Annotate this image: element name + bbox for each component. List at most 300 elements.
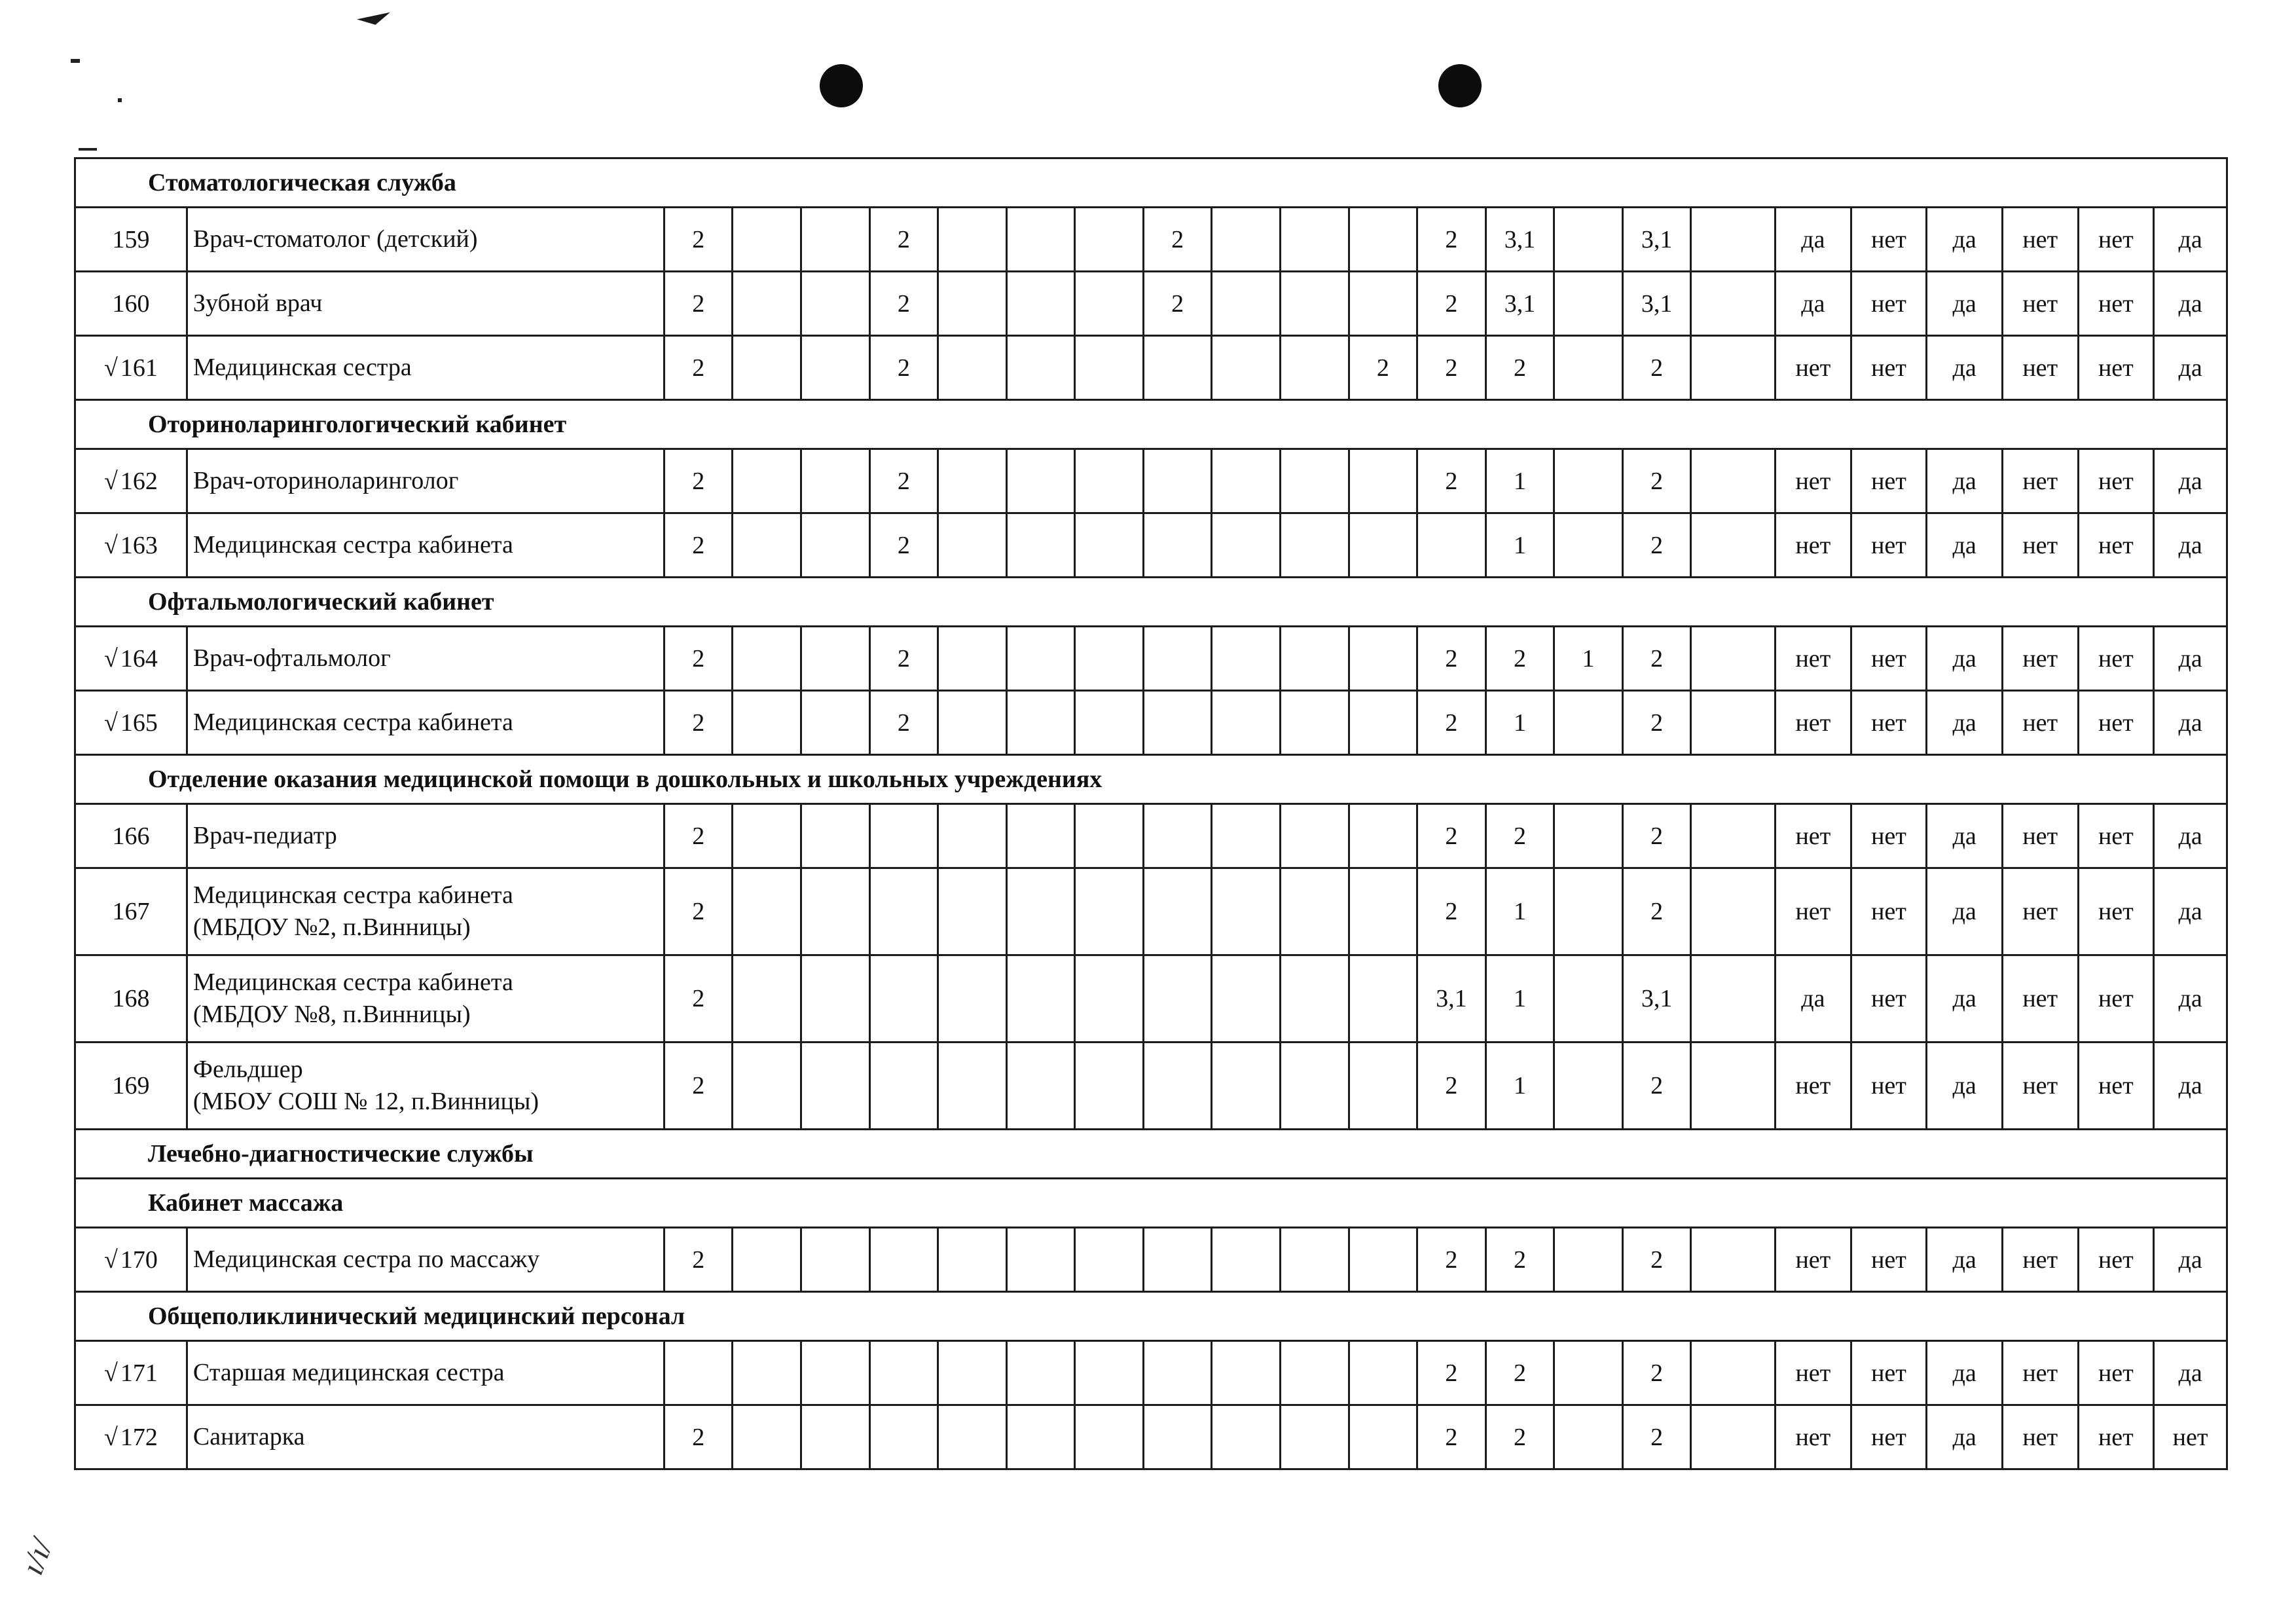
flag-cell: нет	[1776, 1043, 1851, 1130]
position-name	[187, 691, 664, 755]
row-number: 169	[112, 1072, 150, 1099]
factor-class-cell	[1006, 868, 1075, 955]
flag-cell: да	[2154, 1228, 2227, 1292]
factor-class-cell	[1691, 1341, 1776, 1405]
factor-class-cell	[733, 208, 801, 272]
factor-class-cell	[1212, 804, 1281, 868]
flag-cell: да	[1927, 955, 2003, 1043]
flag-cell: нет	[1776, 449, 1851, 513]
factor-class-cell	[733, 272, 801, 336]
factor-class-cell: 2	[1622, 1405, 1691, 1469]
flag-cell: да	[2154, 513, 2227, 578]
factor-class-cell	[1212, 1043, 1281, 1130]
row-number: 160	[112, 289, 150, 318]
factor-class-cell	[1554, 1341, 1623, 1405]
factor-class-cell	[801, 449, 870, 513]
factor-class-cell: 2	[1622, 1228, 1691, 1292]
flag-cell: нет	[2002, 449, 2078, 513]
factor-class-cell	[938, 272, 1007, 336]
row-number-cell	[75, 1228, 187, 1292]
factor-class-cell	[869, 1341, 938, 1405]
row-number: 159	[112, 225, 150, 253]
flag-cell: да	[2154, 868, 2227, 955]
section-header-row	[75, 158, 2227, 208]
factor-class-cell	[1349, 1043, 1417, 1130]
factor-class-cell	[1349, 513, 1417, 578]
checkmark-handwritten: √	[104, 531, 118, 559]
factor-class-cell	[1691, 627, 1776, 691]
factor-class-cell	[733, 1228, 801, 1292]
factor-class-cell	[1143, 691, 1212, 755]
row-number: 162	[120, 467, 158, 495]
table-row	[75, 1228, 2227, 1292]
factor-class-cell: 2	[1485, 336, 1554, 400]
factor-class-cell	[1075, 804, 1144, 868]
factor-class-cell	[733, 1043, 801, 1130]
factor-class-cell: 2	[664, 627, 733, 691]
factor-class-cell: 2	[1485, 1405, 1554, 1469]
factor-class-cell	[801, 336, 870, 400]
factor-class-cell	[1075, 208, 1144, 272]
position-name	[187, 868, 664, 955]
flag-cell: нет	[1776, 868, 1851, 955]
flag-cell: нет	[1776, 691, 1851, 755]
factor-class-cell	[1006, 1405, 1075, 1469]
flag-cell: нет	[1851, 955, 1927, 1043]
factor-class-cell	[1691, 336, 1776, 400]
checkmark-handwritten: √	[104, 467, 118, 495]
flag-cell: нет	[2078, 1043, 2154, 1130]
position-name	[187, 955, 664, 1043]
position-name-line: Старшая медицинская сестра	[192, 1358, 505, 1386]
checkmark-handwritten: √	[104, 1246, 118, 1274]
factor-class-cell	[733, 336, 801, 400]
factor-class-cell	[938, 1405, 1007, 1469]
factor-class-cell	[1349, 1341, 1417, 1405]
position-name	[187, 804, 664, 868]
flag-cell: да	[1927, 208, 2003, 272]
table-row	[75, 513, 2227, 578]
factor-class-cell	[938, 691, 1007, 755]
factor-class-cell	[801, 513, 870, 578]
factor-class-cell	[1280, 627, 1349, 691]
factor-class-cell	[1554, 336, 1623, 400]
row-number: 170	[120, 1246, 158, 1274]
factor-class-cell	[869, 955, 938, 1043]
factor-class-cell	[1006, 1341, 1075, 1405]
factor-class-cell	[1691, 1043, 1776, 1130]
factor-class-cell: 2	[869, 336, 938, 400]
position-name-line: Медицинская сестра кабинета	[192, 881, 513, 909]
factor-class-cell	[1075, 1405, 1144, 1469]
flag-cell: нет	[2078, 1405, 2154, 1469]
scan-speck	[118, 98, 122, 102]
factor-class-cell	[1554, 1043, 1623, 1130]
factor-class-cell	[1554, 1405, 1623, 1469]
factor-class-cell: 2	[1485, 804, 1554, 868]
factor-class-cell: 2	[1622, 1341, 1691, 1405]
factor-class-cell	[1280, 868, 1349, 955]
factor-class-cell	[1691, 691, 1776, 755]
flag-cell: да	[2154, 804, 2227, 868]
flag-cell: нет	[2154, 1405, 2227, 1469]
factor-class-cell	[1349, 1228, 1417, 1292]
factor-class-cell	[733, 1405, 801, 1469]
factor-class-cell	[1417, 513, 1486, 578]
flag-cell: нет	[2002, 1228, 2078, 1292]
table-row	[75, 1341, 2227, 1405]
factor-class-cell	[733, 449, 801, 513]
factor-class-cell: 2	[1622, 336, 1691, 400]
factor-class-cell: 2	[664, 1405, 733, 1469]
factor-class-cell: 2	[869, 449, 938, 513]
factor-class-cell	[1075, 449, 1144, 513]
factor-class-cell	[1554, 804, 1623, 868]
row-number: 166	[112, 822, 150, 850]
flag-cell: нет	[1851, 804, 1927, 868]
row-number: 163	[120, 531, 158, 559]
row-number: 168	[112, 985, 150, 1012]
flag-cell: нет	[1851, 1043, 1927, 1130]
factor-class-cell	[1212, 1228, 1281, 1292]
row-number-cell	[75, 449, 187, 513]
flag-cell: нет	[2078, 955, 2154, 1043]
position-name-line: Санитарка	[192, 1422, 305, 1450]
factor-class-cell	[1691, 513, 1776, 578]
flag-cell: да	[1776, 208, 1851, 272]
factor-class-cell: 2	[1622, 1043, 1691, 1130]
flag-cell: да	[1927, 1228, 2003, 1292]
factor-class-cell: 1	[1485, 513, 1554, 578]
factor-class-cell: 3,1	[1622, 272, 1691, 336]
flag-cell: да	[1927, 272, 2003, 336]
flag-cell: нет	[2002, 513, 2078, 578]
factor-class-cell	[1691, 449, 1776, 513]
factor-class-cell	[938, 804, 1007, 868]
position-name	[187, 272, 664, 336]
position-name	[187, 1228, 664, 1292]
factor-class-cell: 2	[664, 868, 733, 955]
factor-class-cell	[1006, 1228, 1075, 1292]
factor-class-cell: 2	[1485, 627, 1554, 691]
flag-cell: нет	[1851, 1228, 1927, 1292]
flag-cell: нет	[1776, 627, 1851, 691]
factor-class-cell: 1	[1485, 691, 1554, 755]
flag-cell: нет	[2078, 1228, 2154, 1292]
section-title: Общеполиклинический медицинский персонал	[75, 1292, 2227, 1341]
factor-class-cell: 3,1	[1622, 208, 1691, 272]
flag-cell: нет	[1776, 513, 1851, 578]
flag-cell: да	[2154, 955, 2227, 1043]
factor-class-cell	[1143, 513, 1212, 578]
factor-class-cell: 2	[1417, 449, 1486, 513]
factor-class-cell	[801, 1341, 870, 1405]
factor-class-cell: 2	[664, 955, 733, 1043]
row-number: 167	[112, 898, 150, 925]
factor-class-cell	[1691, 804, 1776, 868]
factor-class-cell	[1554, 868, 1623, 955]
staff-positions-table	[74, 157, 2228, 1470]
flag-cell: да	[1927, 691, 2003, 755]
factor-class-cell	[801, 1405, 870, 1469]
factor-class-cell: 2	[1417, 627, 1486, 691]
factor-class-cell	[1143, 1341, 1212, 1405]
row-number-cell	[75, 955, 187, 1043]
row-number-cell	[75, 1341, 187, 1405]
factor-class-cell: 3,1	[1485, 208, 1554, 272]
factor-class-cell	[1006, 627, 1075, 691]
row-number-cell	[75, 336, 187, 400]
flag-cell: нет	[2002, 868, 2078, 955]
row-number: 164	[120, 644, 158, 673]
factor-class-cell: 2	[1622, 627, 1691, 691]
factor-class-cell	[733, 627, 801, 691]
flag-cell: нет	[2002, 272, 2078, 336]
factor-class-cell	[1554, 449, 1623, 513]
factor-class-cell	[1006, 208, 1075, 272]
flag-cell: нет	[1851, 449, 1927, 513]
scan-mark	[357, 12, 392, 29]
position-name-line: Врач-педиатр	[192, 821, 337, 849]
factor-class-cell	[938, 208, 1007, 272]
factor-class-cell	[1143, 627, 1212, 691]
flag-cell: нет	[1851, 513, 1927, 578]
factor-class-cell	[664, 1341, 733, 1405]
flag-cell: да	[1927, 804, 2003, 868]
section-title: Офтальмологический кабинет	[75, 578, 2227, 627]
flag-cell: нет	[2078, 272, 2154, 336]
factor-class-cell: 2	[1349, 336, 1417, 400]
table-row	[75, 336, 2227, 400]
flag-cell: нет	[2078, 208, 2154, 272]
position-name-line: Медицинская сестра кабинета	[192, 968, 513, 996]
flag-cell: да	[2154, 1043, 2227, 1130]
scan-speck	[71, 59, 80, 63]
punch-hole-left	[820, 64, 863, 107]
factor-class-cell	[938, 627, 1007, 691]
position-name	[187, 336, 664, 400]
factor-class-cell	[869, 1405, 938, 1469]
factor-class-cell: 2	[1417, 1405, 1486, 1469]
factor-class-cell	[1006, 449, 1075, 513]
margin-handwriting: ı/ı/	[14, 1534, 60, 1579]
position-name	[187, 208, 664, 272]
factor-class-cell	[1075, 272, 1144, 336]
factor-class-cell: 2	[1417, 691, 1486, 755]
flag-cell: да	[2154, 627, 2227, 691]
factor-class-cell	[1349, 1405, 1417, 1469]
factor-class-cell	[938, 449, 1007, 513]
factor-class-cell: 2	[664, 804, 733, 868]
factor-class-cell	[1554, 691, 1623, 755]
row-number-cell	[75, 868, 187, 955]
table-row	[75, 449, 2227, 513]
factor-class-cell	[733, 691, 801, 755]
flag-cell: нет	[2002, 627, 2078, 691]
flag-cell: нет	[1776, 336, 1851, 400]
position-name-line: Медицинская сестра кабинета	[192, 530, 513, 559]
flag-cell: нет	[1851, 868, 1927, 955]
section-header-row	[75, 1292, 2227, 1341]
factor-class-cell: 2	[1143, 208, 1212, 272]
factor-class-cell: 2	[664, 272, 733, 336]
factor-class-cell	[1212, 627, 1281, 691]
factor-class-cell	[801, 955, 870, 1043]
section-title: Стоматологическая служба	[75, 158, 2227, 208]
position-name	[187, 627, 664, 691]
factor-class-cell: 3,1	[1417, 955, 1486, 1043]
factor-class-cell	[1349, 272, 1417, 336]
flag-cell: да	[1776, 955, 1851, 1043]
factor-class-cell	[1075, 868, 1144, 955]
factor-class-cell: 2	[1417, 1043, 1486, 1130]
factor-class-cell	[1349, 955, 1417, 1043]
flag-cell: нет	[1851, 336, 1927, 400]
factor-class-cell	[1280, 272, 1349, 336]
factor-class-cell	[1212, 336, 1281, 400]
factor-class-cell	[1143, 1405, 1212, 1469]
factor-class-cell	[1280, 208, 1349, 272]
factor-class-cell: 2	[1417, 1228, 1486, 1292]
factor-class-cell	[938, 1228, 1007, 1292]
flag-cell: нет	[2078, 804, 2154, 868]
flag-cell: да	[2154, 1341, 2227, 1405]
flag-cell: нет	[2078, 691, 2154, 755]
row-number-cell	[75, 804, 187, 868]
checkmark-handwritten: √	[104, 354, 118, 382]
factor-class-cell	[1280, 449, 1349, 513]
row-number: 171	[120, 1359, 158, 1387]
factor-class-cell: 2	[1622, 449, 1691, 513]
factor-class-cell: 2	[869, 513, 938, 578]
checkmark-handwritten: √	[104, 1423, 118, 1451]
flag-cell: нет	[1851, 627, 1927, 691]
checkmark-handwritten: √	[104, 709, 118, 737]
flag-cell: нет	[1851, 1405, 1927, 1469]
factor-class-cell	[1280, 1405, 1349, 1469]
row-number-cell	[75, 627, 187, 691]
table-row	[75, 272, 2227, 336]
factor-class-cell	[1075, 955, 1144, 1043]
factor-class-cell	[801, 627, 870, 691]
factor-class-cell	[1691, 208, 1776, 272]
factor-class-cell	[1691, 868, 1776, 955]
factor-class-cell	[1075, 1341, 1144, 1405]
factor-class-cell	[1212, 208, 1281, 272]
position-name-line: (МБОУ СОШ № 12, п.Винницы)	[192, 1088, 539, 1115]
scan-speck	[79, 148, 97, 151]
factor-class-cell: 2	[1485, 1341, 1554, 1405]
factor-class-cell: 2	[1417, 804, 1486, 868]
position-name-line: Врач-оториноларинголог	[192, 466, 459, 494]
flag-cell: нет	[2002, 336, 2078, 400]
factor-class-cell	[1212, 955, 1281, 1043]
factor-class-cell: 2	[664, 1228, 733, 1292]
flag-cell: нет	[1776, 1228, 1851, 1292]
section-header-row	[75, 400, 2227, 449]
flag-cell: да	[1927, 1341, 2003, 1405]
table-body	[75, 158, 2227, 1469]
flag-cell: нет	[2002, 1341, 2078, 1405]
section-header-row	[75, 578, 2227, 627]
factor-class-cell	[1075, 336, 1144, 400]
position-name	[187, 1405, 664, 1469]
factor-class-cell	[1212, 1341, 1281, 1405]
factor-class-cell	[1554, 272, 1623, 336]
factor-class-cell	[1212, 272, 1281, 336]
factor-class-cell	[1075, 1228, 1144, 1292]
flag-cell: да	[1927, 449, 2003, 513]
factor-class-cell	[733, 1341, 801, 1405]
position-name-line: Фельдшер	[192, 1055, 303, 1083]
flag-cell: нет	[2078, 868, 2154, 955]
flag-cell: да	[2154, 336, 2227, 400]
section-title: Кабинет массажа	[75, 1179, 2227, 1228]
factor-class-cell	[938, 1341, 1007, 1405]
flag-cell: да	[1927, 513, 2003, 578]
factor-class-cell	[869, 1043, 938, 1130]
factor-class-cell	[733, 513, 801, 578]
factor-class-cell: 1	[1485, 1043, 1554, 1130]
factor-class-cell	[801, 804, 870, 868]
row-number-cell	[75, 691, 187, 755]
table-row	[75, 627, 2227, 691]
factor-class-cell	[1280, 336, 1349, 400]
factor-class-cell	[1280, 1043, 1349, 1130]
flag-cell: да	[2154, 691, 2227, 755]
factor-class-cell	[733, 955, 801, 1043]
factor-class-cell	[1006, 1043, 1075, 1130]
row-number-cell	[75, 1043, 187, 1130]
factor-class-cell	[801, 208, 870, 272]
section-title: Оториноларингологический кабинет	[75, 400, 2227, 449]
flag-cell: нет	[2002, 1405, 2078, 1469]
factor-class-cell	[1143, 804, 1212, 868]
flag-cell: нет	[1851, 1341, 1927, 1405]
factor-class-cell	[938, 868, 1007, 955]
row-number-cell	[75, 208, 187, 272]
factor-class-cell	[1143, 1043, 1212, 1130]
table-row	[75, 1043, 2227, 1130]
factor-class-cell: 2	[1417, 868, 1486, 955]
flag-cell: нет	[2078, 513, 2154, 578]
flag-cell: нет	[1851, 272, 1927, 336]
factor-class-cell	[1691, 1228, 1776, 1292]
punch-hole-right	[1438, 64, 1482, 107]
factor-class-cell	[1006, 513, 1075, 578]
factor-class-cell: 2	[664, 336, 733, 400]
factor-class-cell	[1143, 336, 1212, 400]
factor-class-cell	[1554, 955, 1623, 1043]
factor-class-cell	[1691, 1405, 1776, 1469]
factor-class-cell: 2	[1622, 804, 1691, 868]
position-name	[187, 513, 664, 578]
factor-class-cell: 2	[1622, 513, 1691, 578]
position-name-line: (МБДОУ №2, п.Винницы)	[192, 913, 471, 941]
factor-class-cell	[1143, 1228, 1212, 1292]
section-title: Лечебно-диагностические службы	[75, 1130, 2227, 1179]
factor-class-cell	[1554, 1228, 1623, 1292]
flag-cell: нет	[2002, 955, 2078, 1043]
factor-class-cell: 2	[664, 513, 733, 578]
factor-class-cell	[801, 272, 870, 336]
factor-class-cell	[869, 804, 938, 868]
section-header-row	[75, 1130, 2227, 1179]
factor-class-cell	[1143, 955, 1212, 1043]
factor-class-cell	[1006, 272, 1075, 336]
factor-class-cell	[733, 804, 801, 868]
factor-class-cell	[1212, 449, 1281, 513]
